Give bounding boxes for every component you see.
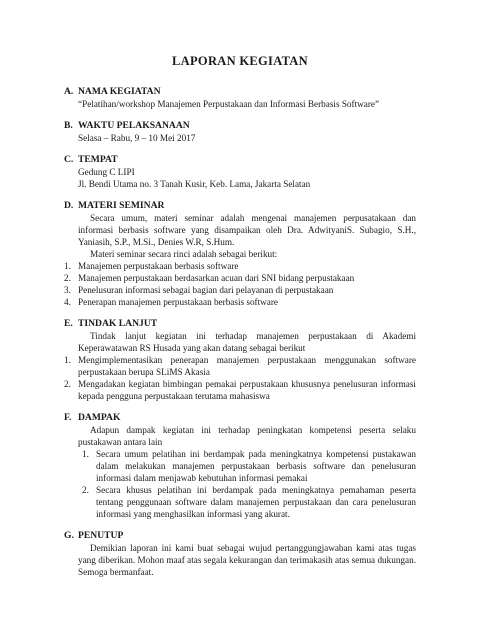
list-text: Penelusuran informasi sebagai bagian dari pelayanan di perpustakaan xyxy=(78,285,334,295)
section-heading xyxy=(64,318,416,330)
section-heading xyxy=(64,86,416,98)
section-title: WAKTU PELAKSANAAN xyxy=(78,120,190,131)
list-item xyxy=(64,260,416,272)
section-penutup xyxy=(64,530,416,578)
section-letter: F. xyxy=(64,412,72,423)
materi-list xyxy=(64,260,416,308)
section-tempat xyxy=(64,154,416,190)
section-title: PENUTUP xyxy=(78,530,124,541)
section-letter: C. xyxy=(64,154,74,165)
activity-name: “Pelatihan/workshop Manajemen Perpustakaan dan Informasi Berbasis Software” xyxy=(78,99,380,109)
list-item xyxy=(64,378,416,402)
section-waktu-pelaksanaan xyxy=(64,120,416,144)
list-item xyxy=(64,296,416,308)
list-number: 1. xyxy=(64,261,71,271)
list-number: 1. xyxy=(82,449,89,459)
list-number: 4. xyxy=(64,297,71,307)
list-item xyxy=(64,354,416,378)
list-text: Secara umum pelatihan ini berdampak pada meningkatnya kompetensi pustakawan dalam melakukan manajemen perpustakaan berbasis software dan penelusuran informasi dalam menjawab kebutuhan informasi pemakai xyxy=(96,449,416,483)
paragraph: Demikian laporan ini kami buat sebagai wujud pertanggungjawaban kami atas tugas yang diberikan. Mohon maaf atas segala kekurangan dan terimakasih atas semua dukungan. Semoga bermanfaat. xyxy=(78,543,416,577)
section-heading xyxy=(64,530,416,542)
section-title: MATERI SEMINAR xyxy=(78,200,165,211)
section-title: NAMA KEGIATAN xyxy=(78,86,161,97)
section-heading xyxy=(64,154,416,166)
section-letter: B. xyxy=(64,120,73,131)
tindak-lanjut-list xyxy=(64,354,416,402)
section-title: TEMPAT xyxy=(78,154,118,165)
section-letter: A. xyxy=(64,86,74,97)
list-number: 3. xyxy=(64,285,71,295)
list-text: Manajemen perpustakaan berbasis software xyxy=(78,261,239,271)
list-item xyxy=(64,272,416,284)
section-nama-kegiatan xyxy=(64,86,416,110)
section-dampak xyxy=(64,412,416,520)
section-tindak-lanjut xyxy=(64,318,416,402)
list-item xyxy=(64,284,416,296)
section-materi-seminar xyxy=(64,200,416,308)
list-item xyxy=(82,484,416,520)
list-number: 2. xyxy=(64,379,71,389)
list-number: 2. xyxy=(64,273,71,283)
activity-date: Selasa – Rabu, 9 – 10 Mei 2017 xyxy=(78,133,196,143)
section-title: TINDAK LANJUT xyxy=(78,318,158,329)
section-title: DAMPAK xyxy=(78,412,121,423)
list-number: 2. xyxy=(82,485,89,495)
document-title: LAPORAN KEGIATAN xyxy=(172,54,308,68)
section-heading xyxy=(64,412,416,424)
list-text: Mengimplementasikan penerapan manajemen perpustakaan menggunakan software perpustakaan berupa SLiMS Akasia xyxy=(78,355,416,377)
section-letter: D. xyxy=(64,200,74,211)
list-text: Penerapan manajemen perpustakaan berbasis software xyxy=(78,297,278,307)
list-text: Manajemen perpustakaan berdasarkan acuan dari SNI bidang perpustakaan xyxy=(78,273,355,283)
section-letter: G. xyxy=(64,530,74,541)
list-text: Mengadakan kegiatan bimbingan pemakai perpustakaan khususnya penelusuran informasi kepada pengguna perpustakaan terutama mahasiswa xyxy=(78,379,416,401)
venue-building: Gedung C LIPI xyxy=(78,167,135,177)
venue-address: Jl. Bendi Utama no. 3 Tanah Kusir, Keb. Lama, Jakarta Selatan xyxy=(78,179,311,189)
section-letter: E. xyxy=(64,318,73,329)
dampak-list xyxy=(82,448,416,520)
paragraph: Materi seminar secara rinci adalah sebagai berikut: xyxy=(90,249,278,259)
section-heading xyxy=(64,200,416,212)
paragraph: Tindak lanjut kegiatan ini terhadap manajemen perpustakaan di Akademi Keperawatawan RS Husada yang akan datang sebagai berikut xyxy=(78,331,416,353)
list-number: 1. xyxy=(64,355,71,365)
list-item xyxy=(82,448,416,484)
paragraph: Adapun dampak kegiatan ini terhadap peningkatan kompetensi peserta selaku pustakawan antara lain xyxy=(78,425,416,447)
paragraph: Secara umum, materi seminar adalah mengenai manajemen perpusatakaan dan informasi berbasis software yang disampaikan oleh Dra. AdwityaniS. Subagio, S.H., Yaniasih, S.P., M.Si., Denies W.R, S.Hum. xyxy=(78,213,416,247)
list-text: Secara khusus pelatihan ini berdampak pada meningkatnya pemahaman peserta tentang penggunaan software dalam manajemen perpustakaan dan cara penelusuran informasi yang menghasilkan informasi yang akurat. xyxy=(96,485,416,519)
section-heading xyxy=(64,120,416,132)
